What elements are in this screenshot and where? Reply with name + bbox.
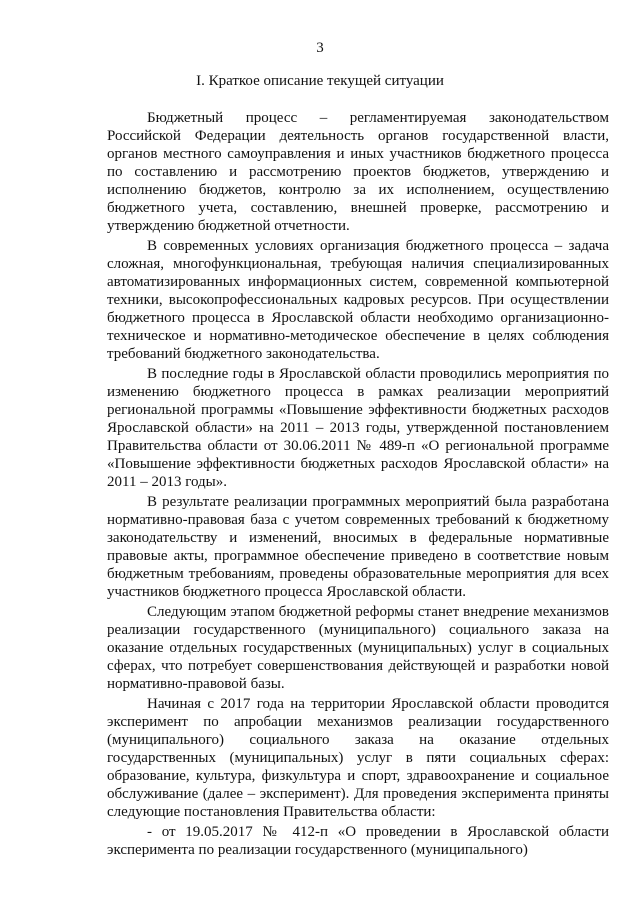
paragraph-budget-process-definition: Бюджетный процесс – регламентируемая законодательством Российской Федерации деятельность органов государственной власти, органов местного самоуправления и иных участников бюджетного процесса по составлению и рассмотрению проектов бюджетов, утверждению и исполнению бюджетов, контролю за их исполнением, осуществлению бюджетного учета, составлению, внешней проверке, рассмотрению и утверждению бюджетной отчетности. [107,110,609,234]
page-number: 3 [316,40,324,56]
paragraph-modern-conditions: В современных условиях организация бюджетного процесса – задача сложная, многофункциональная, требующая наличия специализированных автоматизированных информационных систем, современной компьютерной техники, высокопрофессиональных кадровых ресурсов. При осуществлении бюджетного процесса в Ярославской области необходимо организационно-техническое и нормативно-методическое обеспечение в целях соблюдения требований бюджетного законодательства. [107,238,609,362]
paragraph-experiment: Начиная с 2017 года на территории Ярославской области проводится эксперимент по апробации механизмов реализации государственного (муниципального) социального заказа на оказание отдельных государственных (муниципальных) услуг в пяти социальных сферах: образование, культура, физкультура и спорт, здравоохранение и социальное обслуживание (далее – эксперимент). Для проведения эксперимента приняты следующие постановления Правительства области: [107,696,609,820]
paragraph-program-results: В результате реализации программных мероприятий была разработана нормативно-правовая база с учетом современных требований к бюджетному законодательству и изменений, вносимых в федеральные нормативные правовые акты, программное обеспечение приведено в соответствие новым бюджетным требованиям, проведены образовательные мероприятия для всех участников бюджетного процесса Ярославской области. [107,494,609,600]
section-title: I. Краткое описание текущей ситуации [196,73,444,89]
list-item-resolution-412: - от 19.05.2017 № 412-п «О проведении в Ярославской области эксперимента по реализации государственного (муниципального) [107,824,609,858]
paragraph-next-stage: Следующим этапом бюджетной реформы станет внедрение механизмов реализации государственного (муниципального) социального заказа на оказание отдельных государственных (муниципальных) услуг в социальных сферах, что потребует совершенствования действующей и разработки новой нормативно-правовой базы. [107,604,609,692]
paragraph-recent-years: В последние годы в Ярославской области проводились мероприятия по изменению бюджетного процесса в рамках реализации мероприятий региональной программы «Повышение эффективности бюджетных расходов Ярославской области» на 2011 – 2013 годы, утвержденной постановлением Правительства области от 30.06.2011 № 489-п «О региональной программе «Повышение эффективности бюджетных расходов Ярославской области» на 2011 – 2013 годы». [107,366,609,490]
document-body [107,109,609,859]
